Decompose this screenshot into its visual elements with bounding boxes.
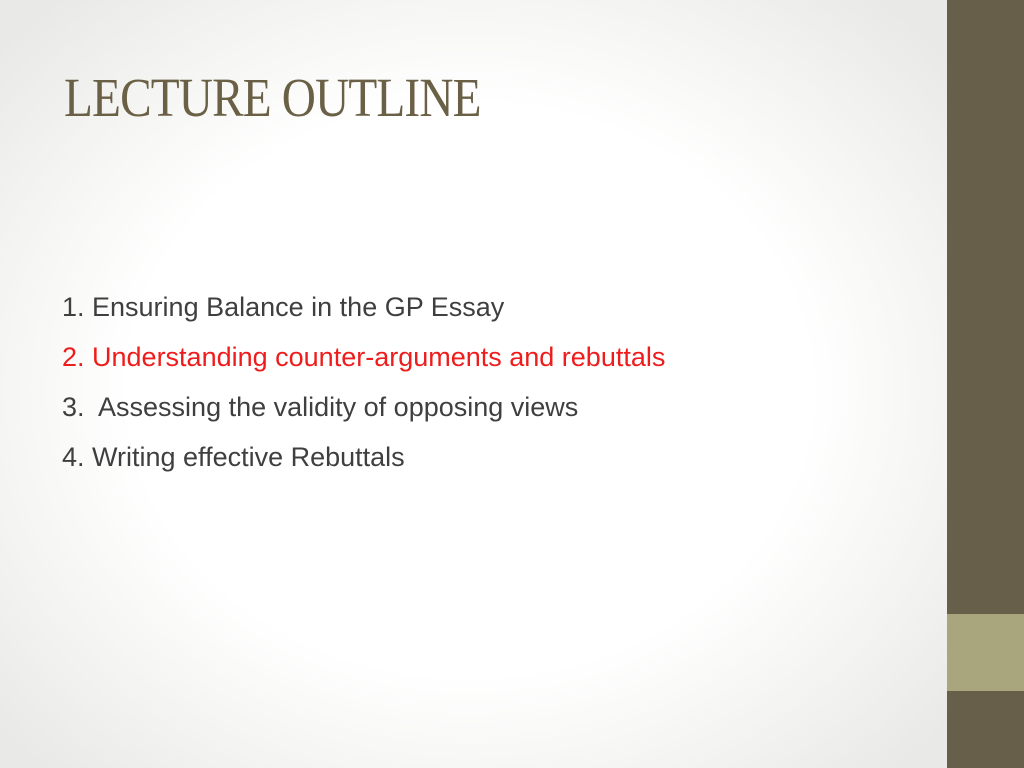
outline-list (62, 282, 932, 482)
outline-item-1: 1. Ensuring Balance in the GP Essay (62, 292, 505, 322)
outline-item-2: 2. Understanding counter-arguments and rebuttals (62, 342, 666, 372)
outline-item-4: 4. Writing effective Rebuttals (62, 442, 405, 472)
slide-title: LECTURE OUTLINE (64, 67, 481, 128)
outline-item-3: 3. Assessing the validity of opposing views (62, 392, 579, 422)
decorative-sidebar-accent (947, 614, 1024, 691)
